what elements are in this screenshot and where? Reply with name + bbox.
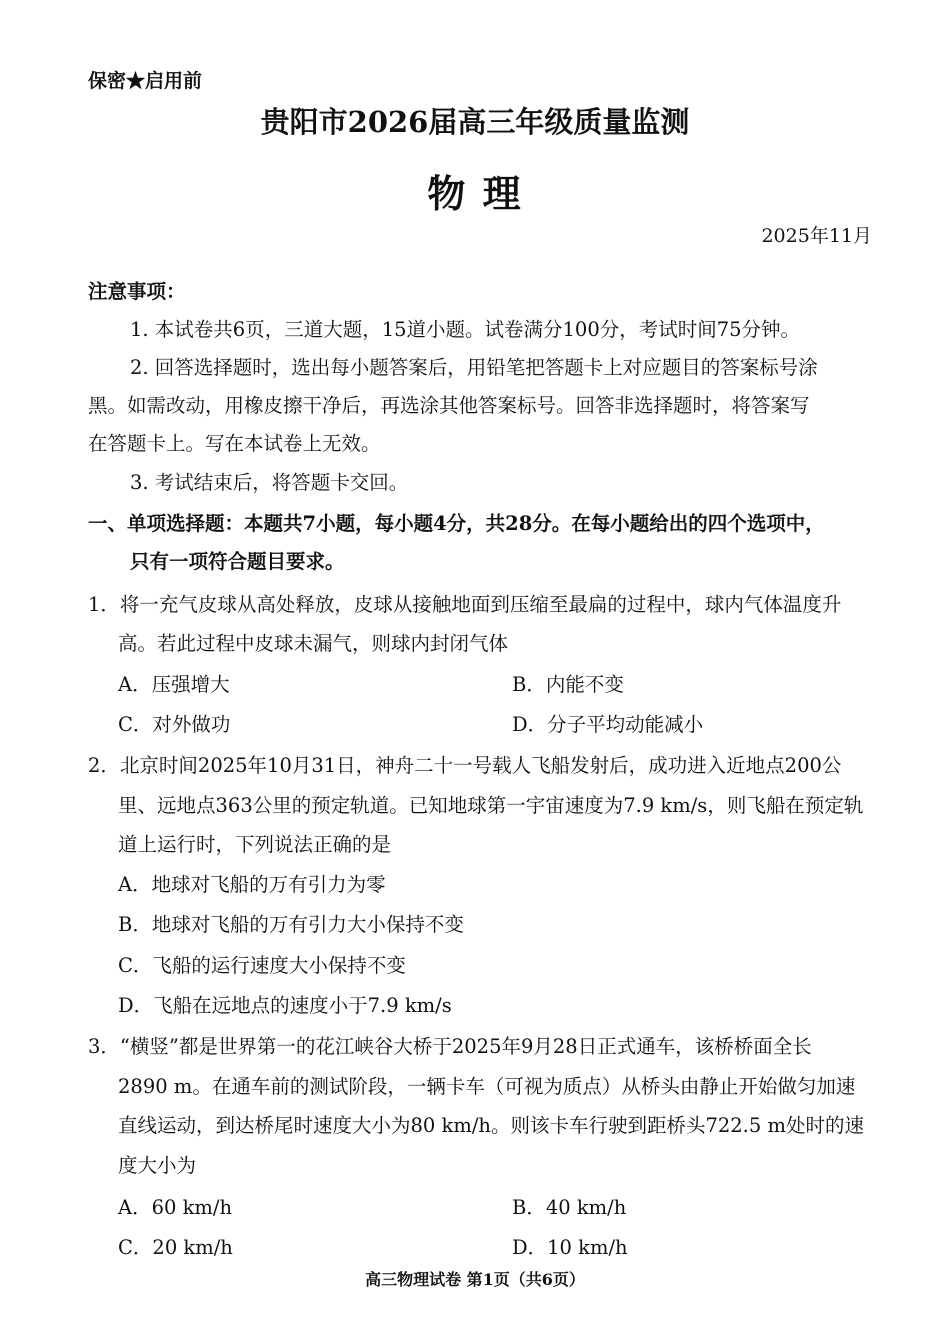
notice-line-2: 2. 回答选择题时，选出每小题答案后，用铅笔把答题卡上对应题目的答案标号涂 [130, 356, 818, 379]
q2-option-c: C．飞船的运行速度大小保持不变 [118, 954, 406, 977]
q1-option-b: B．内能不变 [512, 673, 624, 696]
q1-option-a: A．压强增大 [118, 673, 230, 696]
q3-stem-line-2: 2890 m。在通车前的测试阶段，一辆卡车（可视为质点）从桥头由静止开始做匀加速 [118, 1075, 856, 1098]
q1-option-d: D．分子平均动能减小 [512, 713, 704, 736]
notice-line-5: 3. 考试结束后，将答题卡交回。 [130, 471, 409, 494]
q3-stem-line-1: 3．“横竖”都是世界第一的花江峡谷大桥于2025年9月28日正式通车，该桥桥面全长 [88, 1035, 812, 1058]
notice-line-4: 在答题卡上。写在本试卷上无效。 [88, 432, 381, 455]
notice-line-3: 黑。如需改动，用橡皮擦干净后，再选涂其他答案标号。回答非选择题时，将答案写 [88, 394, 810, 417]
q1-stem-line-2: 高。若此过程中皮球未漏气，则球内封闭气体 [118, 632, 509, 655]
section-1-heading-line-1: 一、单项选择题：本题共7小题，每小题4分，共28分。在每小题给出的四个选项中， [88, 512, 825, 535]
exam-title: 贵阳市2026届高三年级质量监测 [260, 105, 690, 139]
q1-stem-line-1: 1．将一充气皮球从高处释放，皮球从接触地面到压缩至最扁的过程中，球内气体温度升 [88, 593, 842, 616]
page-footer: 高三物理试卷 第1页（共6页） [365, 1270, 585, 1289]
section-1-heading-line-2: 只有一项符合题目要求。 [130, 550, 345, 573]
subject-title: 物 理 [427, 171, 523, 216]
q2-option-d: D．飞船在远地点的速度小于7.9 km/s [118, 994, 452, 1017]
q3-option-d: D．10 km/h [512, 1236, 628, 1259]
q1-option-c: C．对外做功 [118, 713, 231, 736]
confidential-label: 保密★启用前 [88, 70, 203, 92]
q3-option-c: C．20 km/h [118, 1236, 233, 1259]
q3-stem-line-4: 度大小为 [118, 1154, 197, 1177]
q3-option-a: A．60 km/h [118, 1196, 233, 1219]
q2-stem-line-1: 2．北京时间2025年10月31日，神舟二十一号载人飞船发射后，成功进入近地点200公 [88, 754, 842, 777]
q2-option-b: B．地球对飞船的万有引力大小保持不变 [118, 913, 464, 936]
q3-stem-line-3: 直线运动，到达桥尾时速度大小为80 km/h。则该卡车行驶到距桥头722.5 m处时的速 [118, 1114, 864, 1137]
notice-line-1: 1. 本试卷共6页，三道大题，15道小题。试卷满分100分，考试时间75分钟。 [130, 318, 801, 341]
q3-option-b: B．40 km/h [512, 1196, 627, 1219]
exam-date: 2025年11月 [761, 225, 872, 247]
notice-heading: 注意事项： [88, 280, 186, 303]
q2-stem-line-2: 里、远地点363公里的预定轨道。已知地球第一宇宙速度为7.9 km/s，则飞船在预定轨 [118, 794, 864, 817]
q2-stem-line-3: 道上运行时，下列说法正确的是 [118, 833, 392, 856]
q2-option-a: A．地球对飞船的万有引力为零 [118, 873, 386, 896]
